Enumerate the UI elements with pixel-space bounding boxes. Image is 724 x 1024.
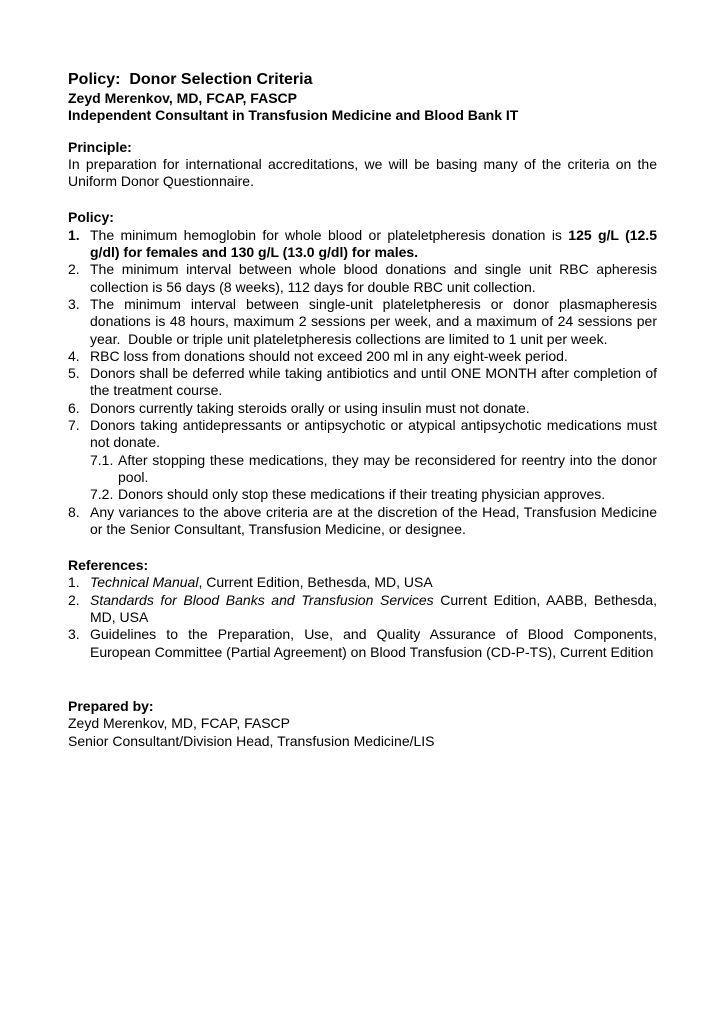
references-list — [68, 574, 661, 660]
item-text — [90, 592, 661, 625]
item-number: 7.2. — [90, 486, 114, 503]
list-item — [68, 295, 661, 348]
item-number: 7. — [68, 417, 80, 434]
principle-section — [68, 138, 661, 191]
text-run: After stopping these medications, they may be reconsidered for reentry into the donor pool. — [118, 451, 661, 485]
prepared-by-heading: Prepared by: — [68, 697, 154, 714]
item-number: 1. — [68, 226, 80, 243]
item-text — [90, 296, 661, 347]
principle-body: In preparation for international accreditations, we will be basing many of the criteria on the Uniform Donor Questionnaire. — [68, 155, 661, 190]
list-subitem — [90, 451, 661, 487]
list-item — [68, 626, 661, 661]
principle-heading: Principle: — [68, 138, 132, 155]
list-item — [68, 591, 661, 627]
list-item — [68, 503, 661, 539]
policy-section — [68, 209, 661, 538]
item-text — [90, 227, 661, 260]
text-run: , Current Edition, Bethesda, MD, USA — [198, 574, 433, 591]
page-title: Policy: Donor Selection Criteria — [68, 71, 313, 88]
item-text — [90, 417, 661, 450]
list-item — [68, 226, 661, 262]
text-run: Guidelines to the Preparation, Use, and Quality Assurance of Blood Components, European Committee (Partial Agreement) on Blood Transfusion (CD-P-TS), Current Edition — [90, 626, 661, 660]
item-text — [90, 400, 530, 416]
affiliation-line: Independent Consultant in Transfusion Medicine and Blood Bank IT — [68, 107, 519, 124]
item-number: 5. — [68, 365, 80, 382]
item-number: 3. — [68, 626, 80, 643]
item-number: 7.1. — [90, 451, 114, 468]
list-item — [68, 365, 661, 400]
list-item — [68, 261, 661, 296]
author-line: Zeyd Merenkov, MD, FCAP, FASCP — [68, 90, 297, 106]
item-number: 6. — [68, 399, 80, 416]
item-number: 2. — [68, 261, 80, 278]
list-item — [68, 417, 661, 452]
text-run: The minimum interval between single-unit plateletpheresis or donor plasmapheresis donations is 48 hours, maximum 2 sessions per week, and a maximum of 24 sessions per year. Double or triple unit plateletpheresis collections are limited to 1 unit per week. — [90, 295, 661, 347]
item-text — [90, 348, 568, 364]
text-run: Donors should only stop these medications if their treating physician approves. — [118, 486, 606, 503]
item-number: 8. — [68, 503, 80, 520]
references-section — [68, 557, 661, 661]
item-number: 3. — [68, 295, 80, 312]
item-number: 1. — [68, 574, 80, 591]
item-text — [90, 626, 661, 659]
text-run: Any variances to the above criteria are at the discretion of the Head, Transfusion Medicine or the Senior Consultant, Transfusion Medicine, or designee. — [90, 503, 661, 537]
text-run: Standards for Blood Banks and Transfusion Services — [90, 591, 434, 608]
item-number: 4. — [68, 347, 80, 364]
prepared-by-role: Senior Consultant/Division Head, Transfusion Medicine/LIS — [68, 732, 435, 749]
prepared-by-section — [68, 698, 657, 750]
text-run: RBC loss from donations should not exceed 200 ml in any eight-week period. — [90, 347, 568, 364]
item-text — [90, 365, 661, 398]
text-run: The minimum interval between whole blood donations and single unit RBC apheresis collection is 56 days (8 weeks), 112 days for double RBC unit collection. — [90, 261, 661, 295]
text-run: 125 g/L (12.5 g/dl) for females and 130 g/L (13.0 g/dl) for males. — [90, 226, 661, 261]
text-run: Current Edition, AABB, Bethesda, MD, USA — [90, 591, 661, 626]
list-item — [68, 574, 657, 591]
text-run: Donors shall be deferred while taking antibiotics and until ONE MONTH after completion of the treatment course. — [90, 365, 661, 399]
references-heading: References: — [68, 557, 149, 574]
text-run: The minimum hemoglobin for whole blood or plateletpheresis donation is — [90, 226, 569, 243]
item-text — [90, 261, 661, 294]
text-run: Technical Manual — [90, 574, 199, 591]
item-text — [118, 452, 661, 485]
item-text — [118, 486, 605, 502]
item-text — [90, 574, 433, 590]
prepared-by-name: Zeyd Merenkov, MD, FCAP, FASCP — [68, 715, 290, 732]
text-run: Donors currently taking steroids orally or using insulin must not donate. — [90, 399, 530, 416]
list-subitem — [90, 486, 657, 503]
text-run: Donors taking antidepressants or antipsychotic or atypical antipsychotic medications must not donate. — [90, 417, 661, 451]
list-item — [68, 400, 657, 417]
policy-list — [68, 226, 661, 538]
list-item — [68, 348, 657, 365]
item-text — [90, 504, 661, 537]
item-number: 2. — [68, 591, 80, 608]
policy-heading: Policy: — [68, 209, 114, 226]
